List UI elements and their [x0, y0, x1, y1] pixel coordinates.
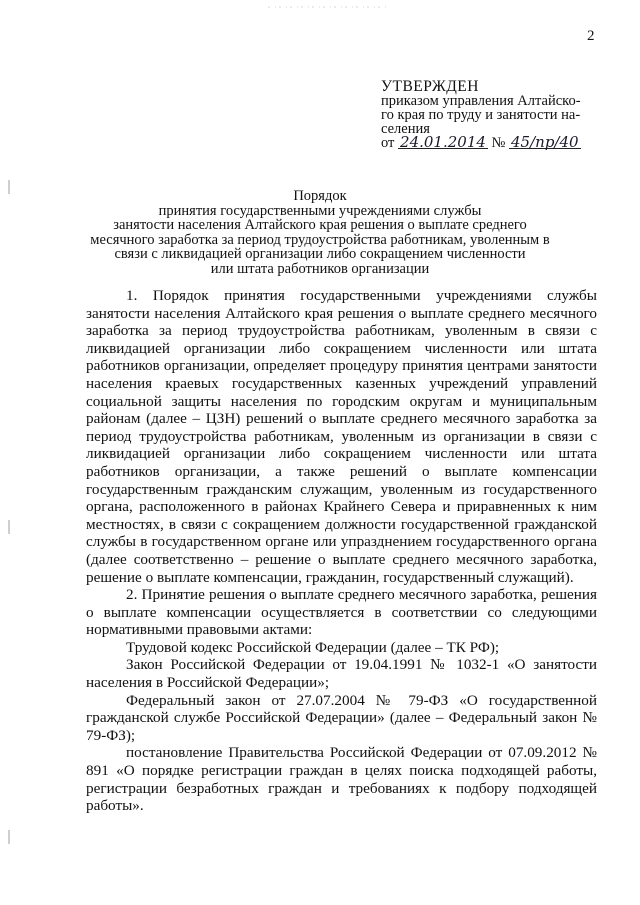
legal-act-labor-code: Трудовой кодекс Российской Федерации (далее – ТК РФ);	[126, 638, 500, 656]
approval-stamp	[381, 80, 611, 150]
approval-heading: УТВЕРЖДЕН	[381, 78, 479, 95]
paragraph-item-1: 1. Порядок принятия государственными учреждениями службы занятости населения Алтайского края решения о выплате среднего месячного заработка за период трудоустройства работникам, уволенным в связи с ликвидацией организации либо сокращением численности или штата работников организации, определяет процедуру принятия центрами занятости населения краевых государственных казенных учреждений управлений социальной защиты населения по городским округам и муниципальным районам (далее – ЦЗН) решений о выплате среднего месячного заработка за период трудоустройства работникам, уволенным из организации в связи с ликвидацией организации либо сокращением численности или штата работников организации, а также решений о выплате компенсации государственным гражданским служащим, уволенным из государственного органа, расположенного в районах Крайнего Севера и приравненных к ним местностях, в связи с сокращением должности государственной гражданской службы в государственном органе или упразднением государственного органа (далее соответственно – решение о выплате среднего месячного заработка, решение о выплате компенсации, гражданин, государственный служащий).	[86, 287, 597, 586]
approval-line-3: селения	[381, 121, 430, 137]
title-line: связи с ликвидацией организации либо сокращением численности	[114, 246, 526, 263]
handwritten-number: 45/пр/40	[511, 133, 579, 151]
scan-artifact	[268, 4, 388, 10]
approval-line-2: го края по труду и занятости на-	[381, 107, 581, 123]
number-label: №	[491, 135, 506, 151]
scan-edge-mark	[8, 180, 10, 194]
title-line: Порядок	[293, 188, 347, 204]
from-label: от	[381, 135, 395, 151]
scan-edge-mark	[8, 830, 10, 844]
legal-act-government-decree: постановление Правительства Российской Федерации от 07.09.2012 № 891 «О порядке регистрации граждан в целях поиска подходящей работы, регистрации безработных граждан и требованиях к подбору подходящей работы».	[86, 744, 597, 815]
legal-act-civil-service-law: Федеральный закон от 27.07.2004 № 79-ФЗ «О государственной гражданской службе Российской Федерации» (далее – Федеральный закон № 79-ФЗ);	[86, 691, 597, 744]
handwritten-date: 24.01.2014	[400, 133, 486, 151]
approval-order-line	[381, 133, 611, 151]
paragraph-item-2: 2. Принятие решения о выплате среднего месячного заработка, решения о выплате компенсации осуществляется в соответствии со следующими нормативными правовыми актами:	[86, 586, 597, 639]
document-title	[86, 189, 554, 277]
scan-edge-mark	[8, 520, 10, 534]
title-line: принятия государственными учреждениями службы	[158, 202, 482, 219]
approval-line-1: приказом управления Алтайско-	[381, 93, 581, 109]
page-number: 2	[587, 28, 595, 44]
document-body	[86, 287, 597, 815]
legal-act-employment-law: Закон Российской Федерации от 19.04.1991 № 1032-1 «О занятости населения в Российской Федерации»;	[86, 656, 597, 692]
title-line: месячного заработка за период трудоустройства работникам, уволенным в	[90, 231, 550, 248]
title-line: или штата работников организации	[210, 260, 430, 277]
title-line: занятости населения Алтайского края решения о выплате среднего	[113, 217, 527, 234]
